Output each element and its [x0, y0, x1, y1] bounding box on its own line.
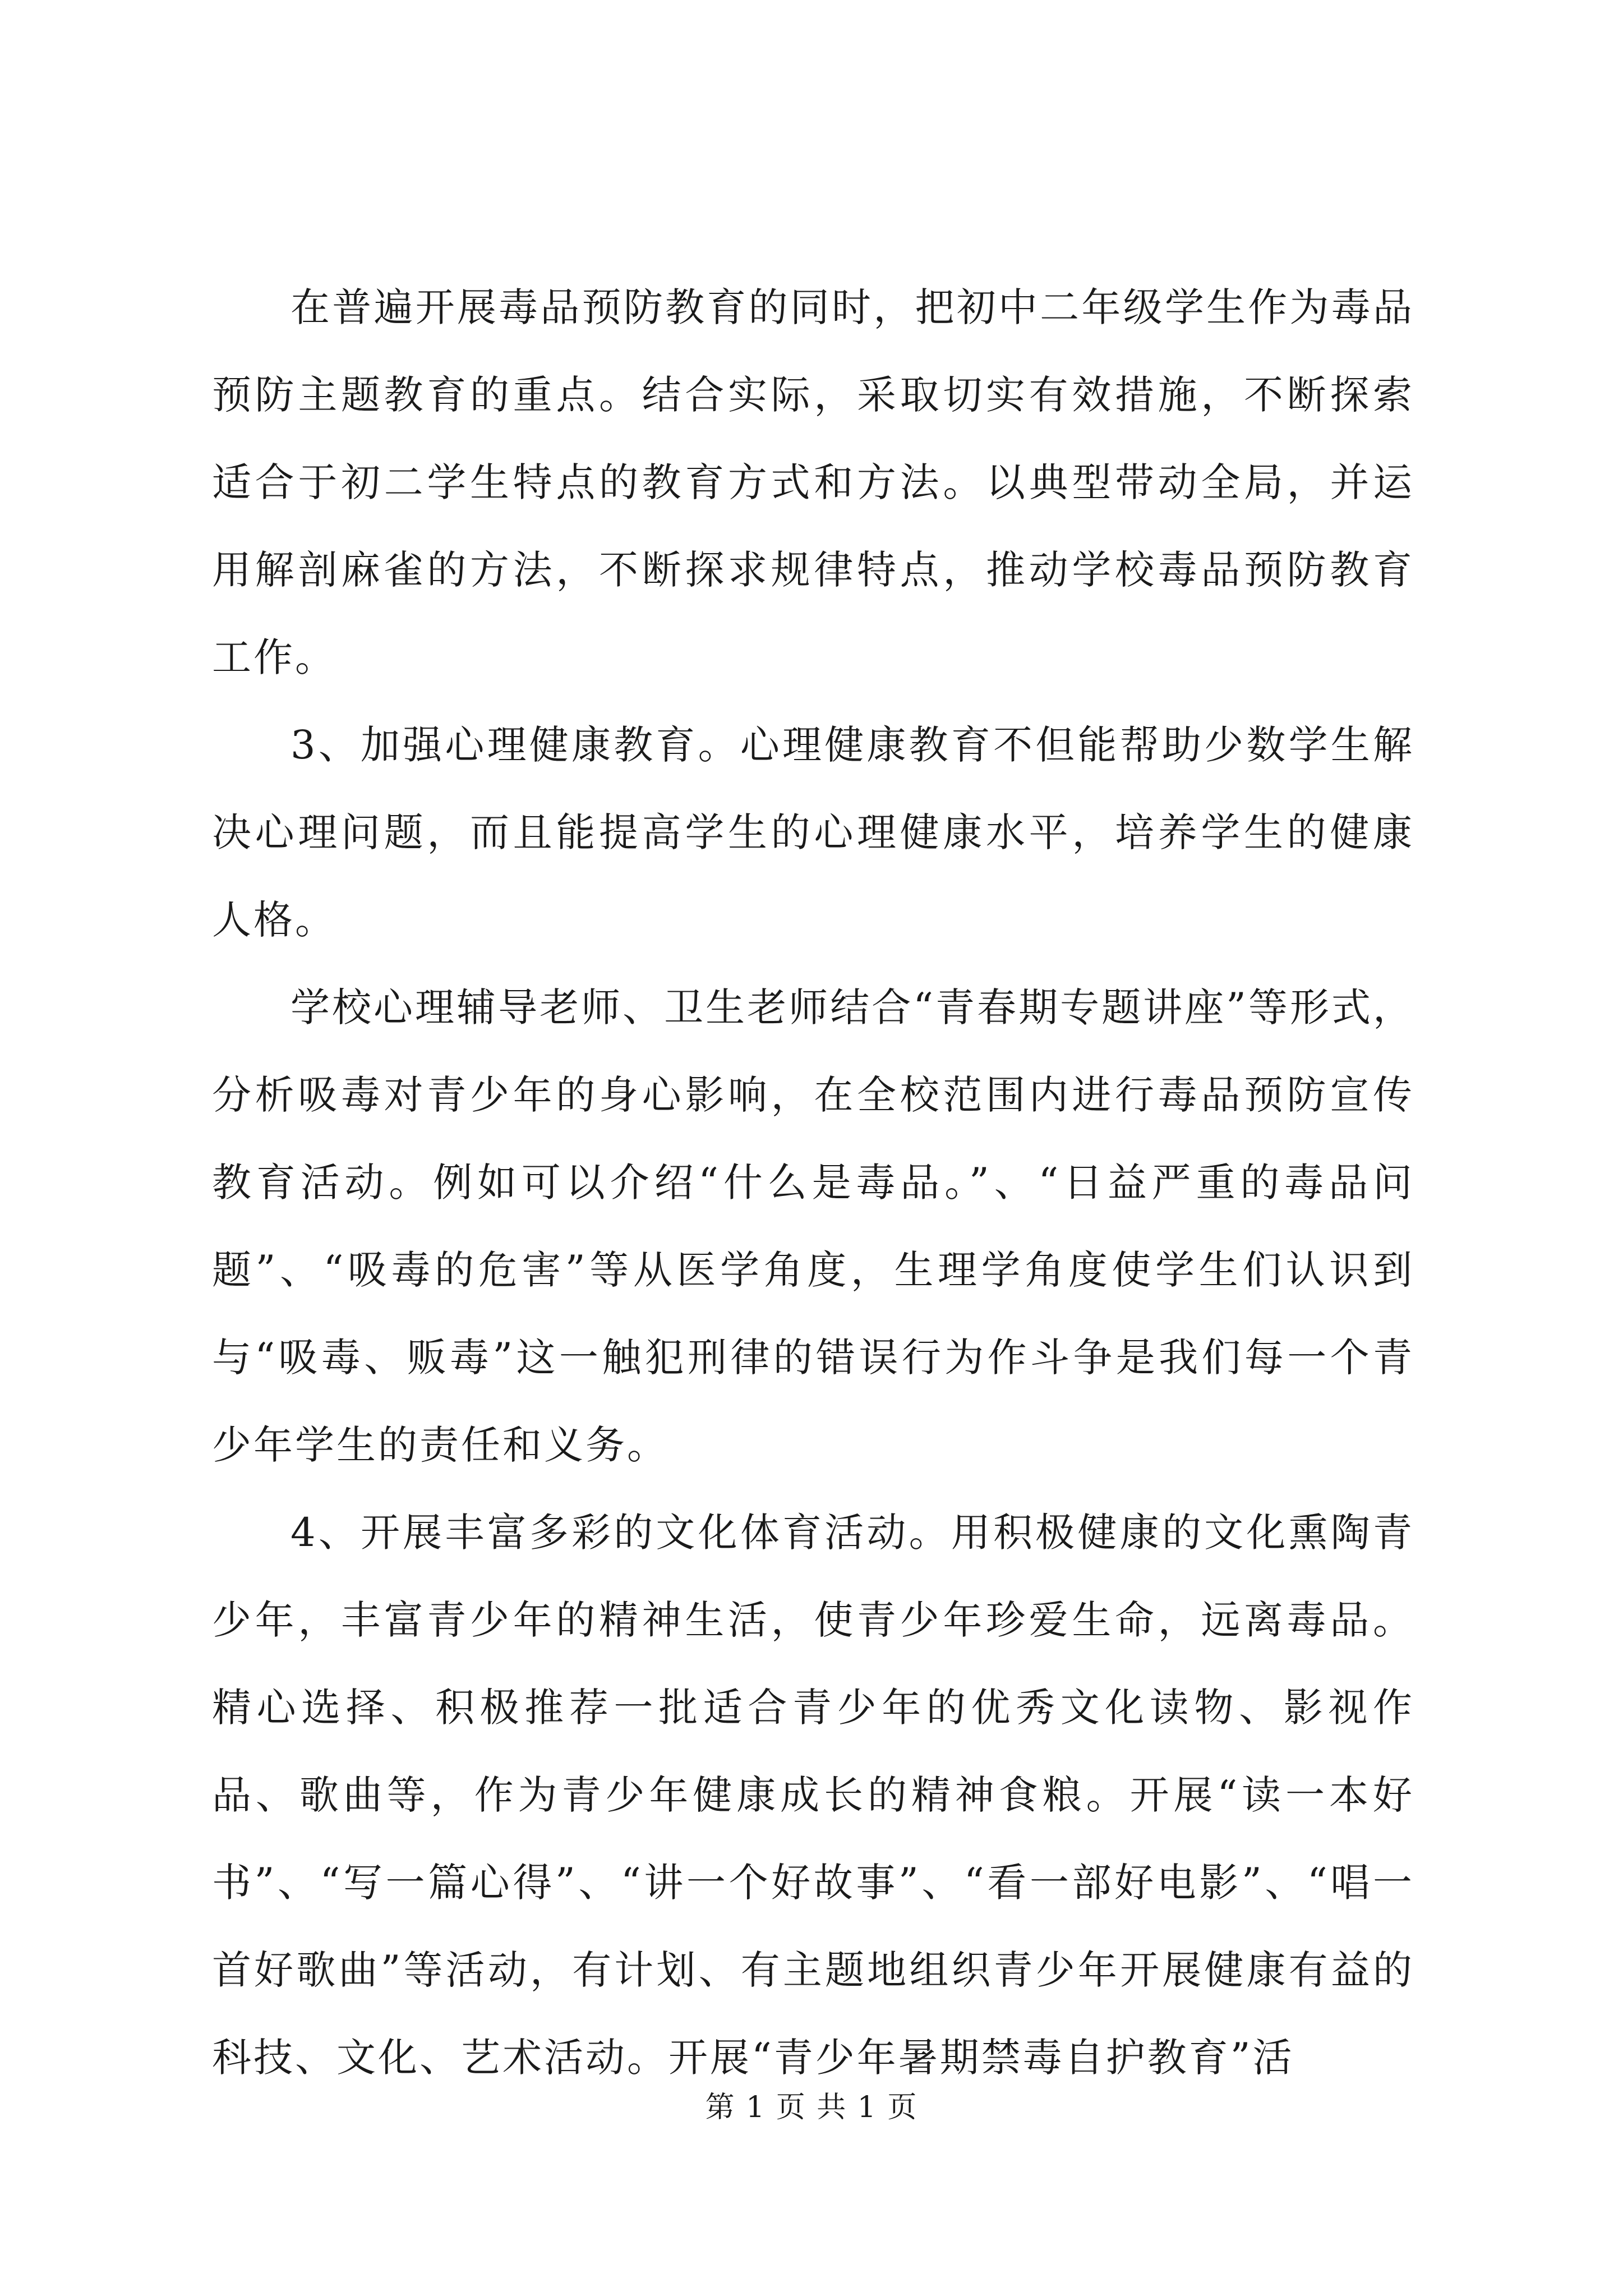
paragraph-cultural-activities: 4、开展丰富多彩的文化体育活动。用积极健康的文化熏陶青少年，丰富青少年的精神生活，使青少年珍爱生命，远离毒品。精心选择、积极推荐一批适合青少年的优秀文化读物、影视作品、歌曲等，作为青少年健康成长的精神食粮。开展“读一本好书”、“写一篇心得”、“讲一个好故事”、“看一部好电影”、“唱一首好歌曲”等活动，有计划、有主题地组织青少年开展健康有益的科技、文化、艺术活动。开展“青少年暑期禁毒自护教育”活: [212, 1510, 1414, 2081]
paragraph-lectures: 学校心理辅导老师、卫生老师结合“青春期专题讲座”等形式，分析吸毒对青少年的身心影响，在全校范围内进行毒品预防宣传教育活动。例如可以介绍“什么是毒品。”、“日益严重的毒品问题”、“吸毒的危害”等从医学角度，生理学角度使学生们认识到与“吸毒、贩毒”这一触犯刑律的错误行为作斗争是我们每一个青少年学生的责任和义务。: [212, 984, 1414, 1468]
paragraph-mental-health: 3、加强心理健康教育。心理健康教育不但能帮助少数学生解决心理问题，而且能提高学生的心理健康水平，培养学生的健康人格。: [212, 722, 1414, 943]
page-footer: 第 1 页 共 1 页: [705, 2091, 918, 2124]
document-body: [212, 264, 1414, 2101]
paragraph-drug-prevention-focus: 在普遍开展毒品预防教育的同时，把初中二年级学生作为毒品预防主题教育的重点。结合实际，采取切实有效措施，不断探索适合于初二学生特点的教育方式和方法。以典型带动全局，并运用解剖麻雀的方法，不断探求规律特点，推动学校毒品预防教育工作。: [212, 284, 1414, 680]
